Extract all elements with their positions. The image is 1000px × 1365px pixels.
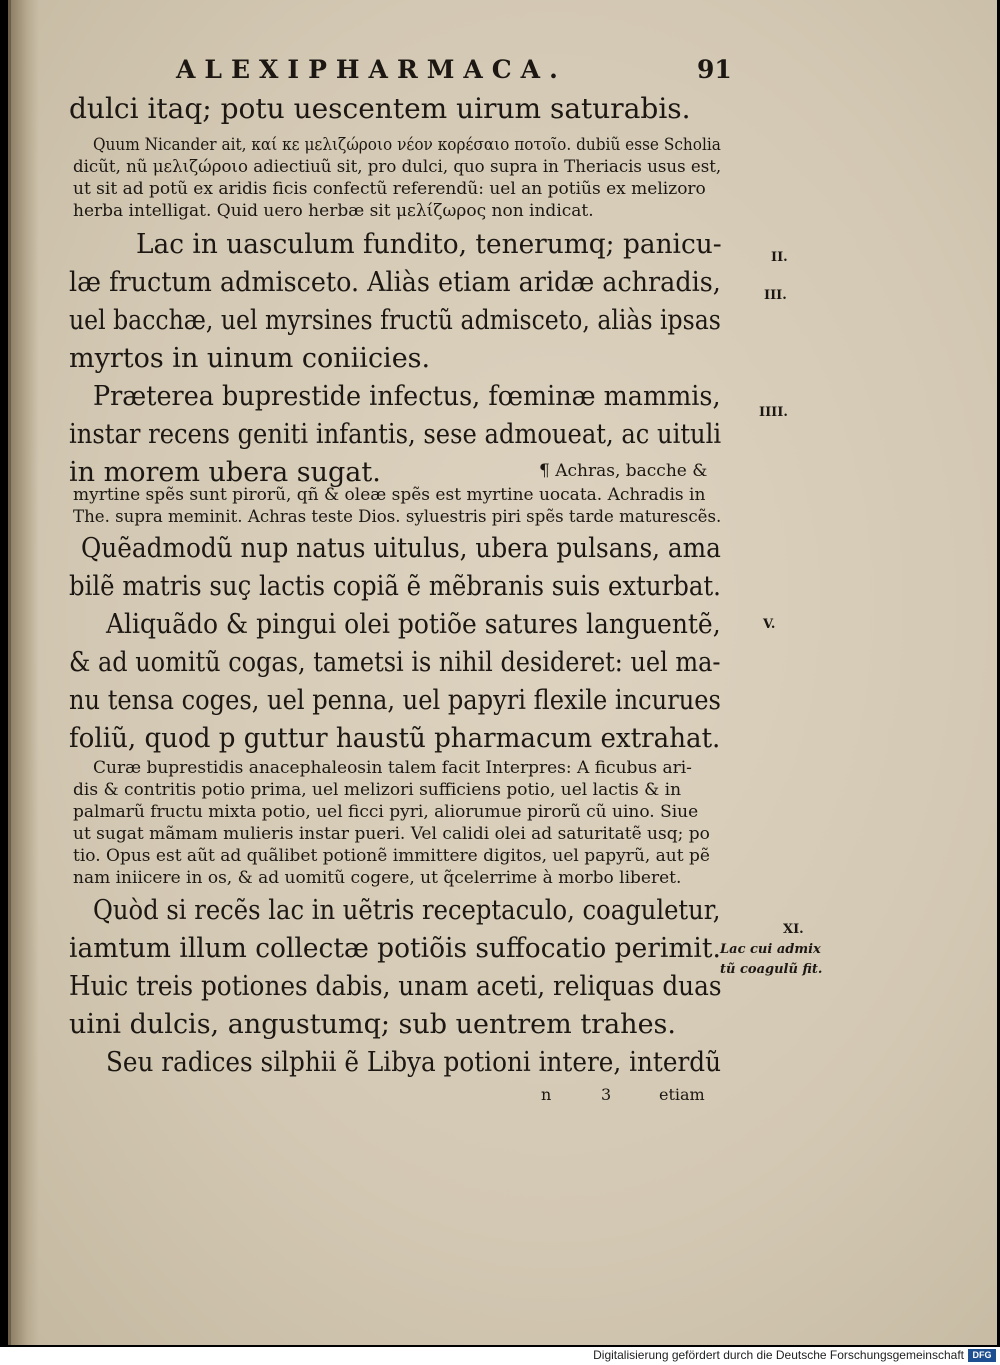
text-line: Huic treis potiones dabis, unam aceti, reliquas duas bbox=[69, 971, 722, 1002]
margin-numeral: V. bbox=[763, 617, 776, 632]
margin-numeral: IIII. bbox=[759, 405, 788, 420]
text-line: uel bacchæ, uel myrsines fructũ admisceto, aliàs ipsas bbox=[69, 305, 721, 336]
page-gutter bbox=[11, 0, 39, 1345]
text-line: nu tensa coges, uel penna, uel papyri flexile incurues bbox=[69, 685, 721, 716]
commentary-line: ut sit ad potũ ex aridis ficis confectũ referendũ: uel an potiũs ex melizoro bbox=[73, 179, 706, 199]
margin-numeral: III. bbox=[764, 288, 787, 303]
text-line: iamtum illum collectæ potiõis suffocatio perimit. bbox=[69, 933, 721, 964]
running-title: ALEXIPHARMACA. bbox=[176, 55, 567, 84]
footer-bar bbox=[0, 1347, 1000, 1365]
text-line: myrtos in uinum coniicies. bbox=[69, 343, 431, 374]
commentary-line: Curæ buprestidis anacephaleosin talem facit Interpres: A ficubus ari- bbox=[93, 758, 692, 778]
text-line: & ad uomitũ cogas, tametsi is nihil desideret: uel ma- bbox=[69, 647, 721, 678]
margin-numeral: II. bbox=[771, 250, 788, 265]
commentary-line: herba intelligat. Quid uero herbæ sit μελίζωρος non indicat. bbox=[73, 201, 594, 221]
text-line: dulci itaq; potu uescentem uirum saturabis. bbox=[69, 92, 691, 125]
book-page bbox=[8, 0, 997, 1345]
text-line: Præterea buprestide infectus, fœminæ mammis, bbox=[93, 381, 721, 412]
text-line: bilẽ matris suç lactis copiã ẽ mẽbranis suis exturbat. bbox=[69, 571, 721, 602]
text-line: læ fructum admisceto. Aliàs etiam aridæ achradis, bbox=[69, 267, 721, 298]
commentary-line: tio. Opus est aũt ad quãlibet potionẽ immittere digitos, uel papyrũ, aut pẽ bbox=[73, 846, 710, 866]
commentary-line: nam iniicere in os, & ad uomitũ cogere, ut q̃celerrime à morbo liberet. bbox=[73, 868, 682, 888]
commentary-line: ¶ Achras, bacche & bbox=[539, 461, 708, 481]
commentary-line: The. supra meminit. Achras teste Dios. syluestris piri spẽs tarde maturescẽs. bbox=[73, 507, 722, 527]
text-line: Seu radices silphii ẽ Libya potioni intere, interdũ bbox=[106, 1047, 722, 1078]
text-line: uini dulcis, angustumq; sub uentrem trahes. bbox=[69, 1009, 676, 1040]
text-line: Quòd si recẽs lac in uẽtris receptaculo, coaguletur, bbox=[93, 895, 721, 926]
text-line: Lac in uasculum fundito, tenerumq; panicu- bbox=[136, 229, 722, 260]
dfg-logo: DFG bbox=[968, 1349, 996, 1362]
funding-credit: Digitalisierung gefördert durch die Deutsche Forschungsgemeinschaft bbox=[593, 1348, 964, 1362]
commentary-line: myrtine spẽs sunt pirorũ, qñ & oleæ spẽs est myrtine uocata. Achradis in bbox=[73, 485, 706, 505]
signature-number: 3 bbox=[601, 1085, 612, 1104]
text-line: instar recens geniti infantis, sese admoueat, ac uituli bbox=[69, 419, 722, 450]
text-line: foliũ, quod p guttur haustũ pharmacum extrahat. bbox=[69, 723, 721, 754]
commentary-line: palmarũ fructu mixta potio, uel ficci pyri, aliorumue pirorũ cũ uino. Siue bbox=[73, 802, 699, 822]
margin-numeral: XI. bbox=[783, 922, 804, 937]
text-line: Aliquãdo & pingui olei potiõe satures languentẽ, bbox=[106, 609, 721, 640]
commentary-line: dicũt, nũ μελιζώροιο adiectiuũ sit, pro dulci, quo supra in Theriacis usus est, bbox=[73, 157, 722, 177]
margin-note: Lac cui admix bbox=[720, 942, 821, 957]
text-line: in morem ubera sugat. bbox=[69, 457, 381, 488]
text-line: Quẽadmodũ nup natus uitulus, ubera pulsans, ama bbox=[81, 533, 721, 564]
page-number: 91 bbox=[697, 55, 732, 84]
commentary-line: Quum Nicander ait, καί κε μελιζώροιο νέον κορέσαιο ποτοῖο. dubiũ esse Scholia bbox=[93, 135, 721, 155]
signature-mark: n bbox=[541, 1085, 552, 1104]
commentary-line: dis & contritis potio prima, uel melizori sufficiens potio, uel lactis & in bbox=[73, 780, 682, 800]
catchword: etiam bbox=[659, 1085, 705, 1104]
commentary-line: ut sugat mãmam mulieris instar pueri. Vel calidi olei ad saturitatẽ usq; po bbox=[73, 824, 710, 844]
margin-note: tũ coagulũ fit. bbox=[720, 962, 823, 977]
